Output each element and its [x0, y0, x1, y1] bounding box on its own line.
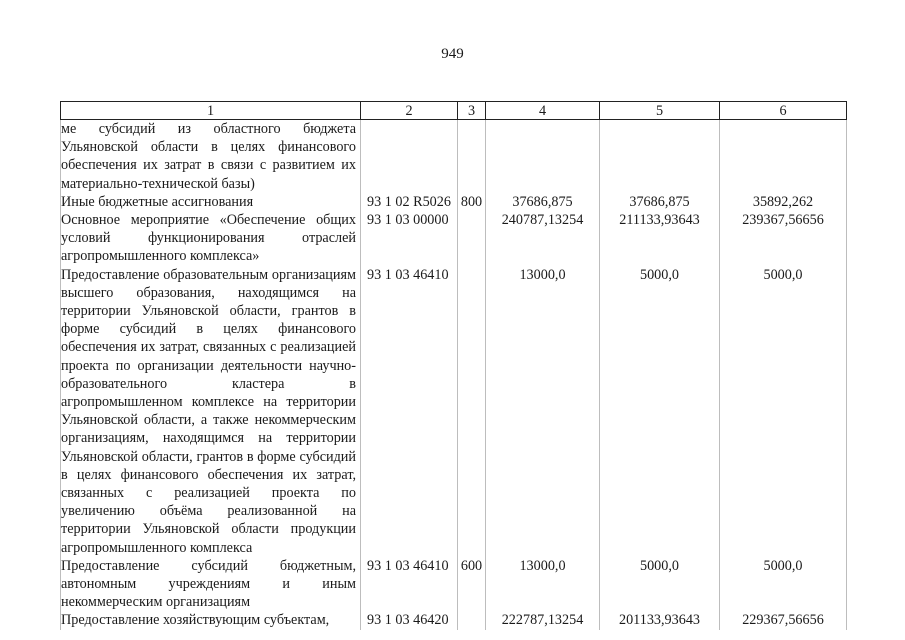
row-name: Основное мероприятие «Обеспечение общих условий функционирования отраслей агропромышленного комплекса» — [61, 211, 361, 266]
row-value-6: 239367,56656 — [720, 211, 847, 266]
table-row — [61, 266, 847, 557]
table-header-row — [61, 102, 847, 120]
row-value-5: 211133,93643 — [600, 211, 720, 266]
row-code — [361, 120, 458, 193]
row-value-5 — [600, 120, 720, 193]
row-value-4 — [486, 120, 600, 193]
row-expense-type — [458, 611, 486, 629]
row-expense-type — [458, 120, 486, 193]
row-value-5: 5000,0 — [600, 266, 720, 557]
row-value-4: 222787,13254 — [486, 611, 600, 629]
row-value-6: 35892,262 — [720, 193, 847, 211]
row-code: 93 1 03 46410 — [361, 557, 458, 612]
row-value-4: 240787,13254 — [486, 211, 600, 266]
row-value-4: 13000,0 — [486, 266, 600, 557]
row-name: Предоставление образовательным организациям высшего образования, находящимся на территории Ульяновской области, грантов в форме субсидий в целях финансового обеспечения их затрат, связанных с реализацией проекта по организации деятельности научно-образовательного кластера в агропромышленном комплексе на территории Ульяновской области, а также некоммерческим организациям, находящимся на территории Ульяновской области, грантов в форме субсидий в целях финансового обеспечения их затрат, связанных с реализацией проекта по увеличению объёма реализованной на территории Ульяновской области продукции агропромышленного комплекса — [61, 266, 361, 557]
row-value-6 — [720, 120, 847, 193]
column-header-3: 3 — [458, 102, 486, 120]
row-value-5: 5000,0 — [600, 557, 720, 612]
column-header-1: 1 — [61, 102, 361, 120]
row-value-6: 5000,0 — [720, 266, 847, 557]
table-row — [61, 211, 847, 266]
row-code: 93 1 03 46410 — [361, 266, 458, 557]
row-expense-type: 600 — [458, 557, 486, 612]
row-name: Предоставление хозяйствующим субъектам, — [61, 611, 361, 629]
row-value-4: 37686,875 — [486, 193, 600, 211]
row-name: ме субсидий из областного бюджета Ульяновской области в целях финансового обеспечения их затрат в связи с развитием их материально-технической базы) — [61, 120, 361, 193]
row-expense-type: 800 — [458, 193, 486, 211]
column-header-6: 6 — [720, 102, 847, 120]
row-expense-type — [458, 266, 486, 557]
column-header-5: 5 — [600, 102, 720, 120]
row-code: 93 1 03 00000 — [361, 211, 458, 266]
page-number: 949 — [441, 46, 464, 62]
budget-table — [60, 101, 847, 630]
row-name: Предоставление субсидий бюджетным, автономным учреждениям и иным некоммерческим организациям — [61, 557, 361, 612]
row-code: 93 1 03 46420 — [361, 611, 458, 629]
row-value-5: 201133,93643 — [600, 611, 720, 629]
table-row — [61, 611, 847, 629]
row-value-6: 5000,0 — [720, 557, 847, 612]
table-row — [61, 120, 847, 193]
column-header-2: 2 — [361, 102, 458, 120]
table-row — [61, 193, 847, 211]
row-value-4: 13000,0 — [486, 557, 600, 612]
row-value-6: 229367,56656 — [720, 611, 847, 629]
row-expense-type — [458, 211, 486, 266]
column-header-4: 4 — [486, 102, 600, 120]
row-value-5: 37686,875 — [600, 193, 720, 211]
row-code: 93 1 02 R5026 — [361, 193, 458, 211]
table-row — [61, 557, 847, 612]
row-name: Иные бюджетные ассигнования — [61, 193, 361, 211]
